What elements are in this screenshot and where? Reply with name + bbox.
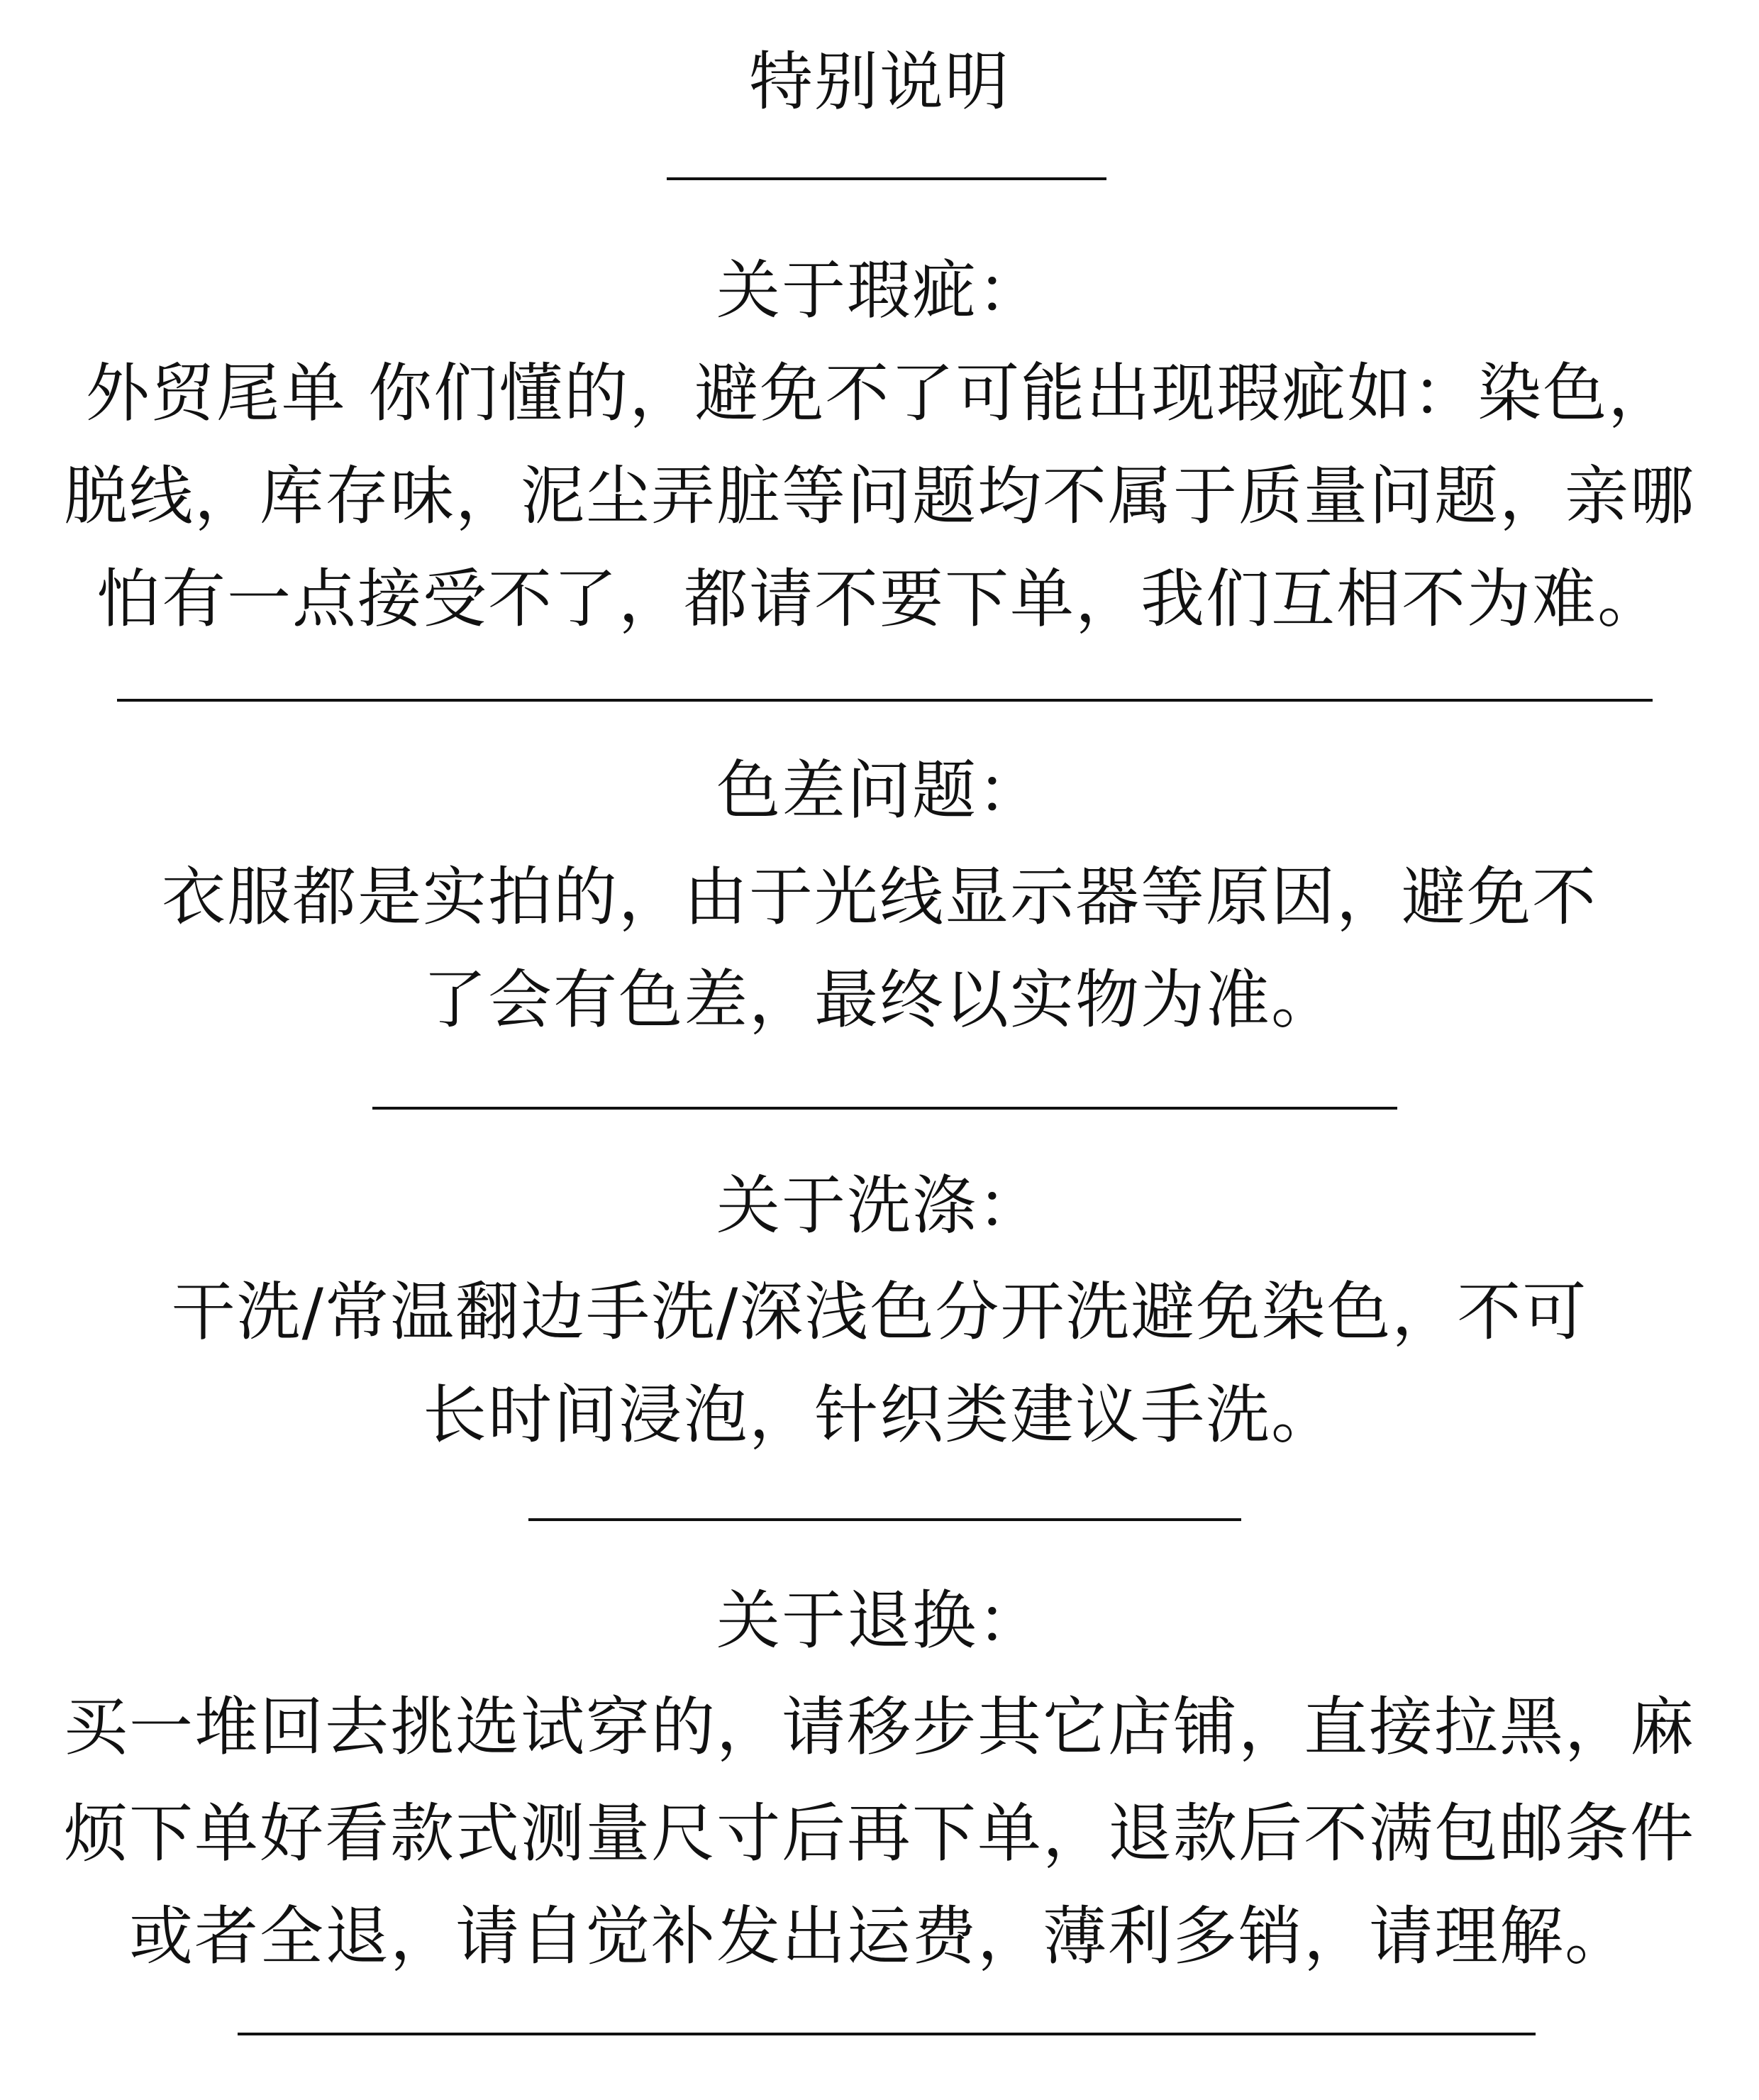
- page-title: 特别说明: [749, 45, 1010, 119]
- section-washing-divider: [528, 1518, 1241, 1521]
- section-returns-line: 买一堆回去挑选试穿的，请移步其它店铺，直接拉黑，麻: [64, 1690, 1695, 1764]
- section-defects-line: 外贸尾单 你们懂的，避免不了可能出现瑕疵如：染色，: [85, 356, 1674, 431]
- section-defects-line: 脱线，库存味，泥尘弄脏等问题均不属于质量问题，亲哪: [64, 459, 1695, 534]
- title-divider: [667, 177, 1106, 180]
- section-washing-heading: 关于洗涤：: [716, 1168, 1043, 1243]
- section-color-line: 衣服都是实拍的，由于光线显示器等原因，避免不: [162, 860, 1597, 934]
- section-returns-divider: [238, 2033, 1536, 2035]
- section-defects-divider: [117, 699, 1653, 702]
- section-color-line: 了会有色差，最终以实物为准。: [423, 963, 1336, 1037]
- section-washing-line: 干洗/常温翻边手洗/深浅色分开洗避免染色，不可: [171, 1275, 1588, 1349]
- section-color-divider: [372, 1107, 1397, 1110]
- section-defects-heading: 关于瑕疵：: [716, 253, 1043, 328]
- section-defects-line: 怕有一点接受不了，都请不要下单，我们互相不为难。: [96, 562, 1663, 636]
- section-returns-line: 或者全退，请自觉补发出运费，薄利多销，请理解。: [129, 1899, 1630, 1974]
- section-color-heading: 色差问题：: [716, 753, 1043, 828]
- section-returns-line: 烦下单好看款式测量尺寸后再下单，退款后不满包邮条件: [64, 1796, 1695, 1871]
- section-returns-heading: 关于退换：: [716, 1584, 1043, 1658]
- section-washing-line: 长时间浸泡，针织类建议手洗。: [423, 1378, 1336, 1452]
